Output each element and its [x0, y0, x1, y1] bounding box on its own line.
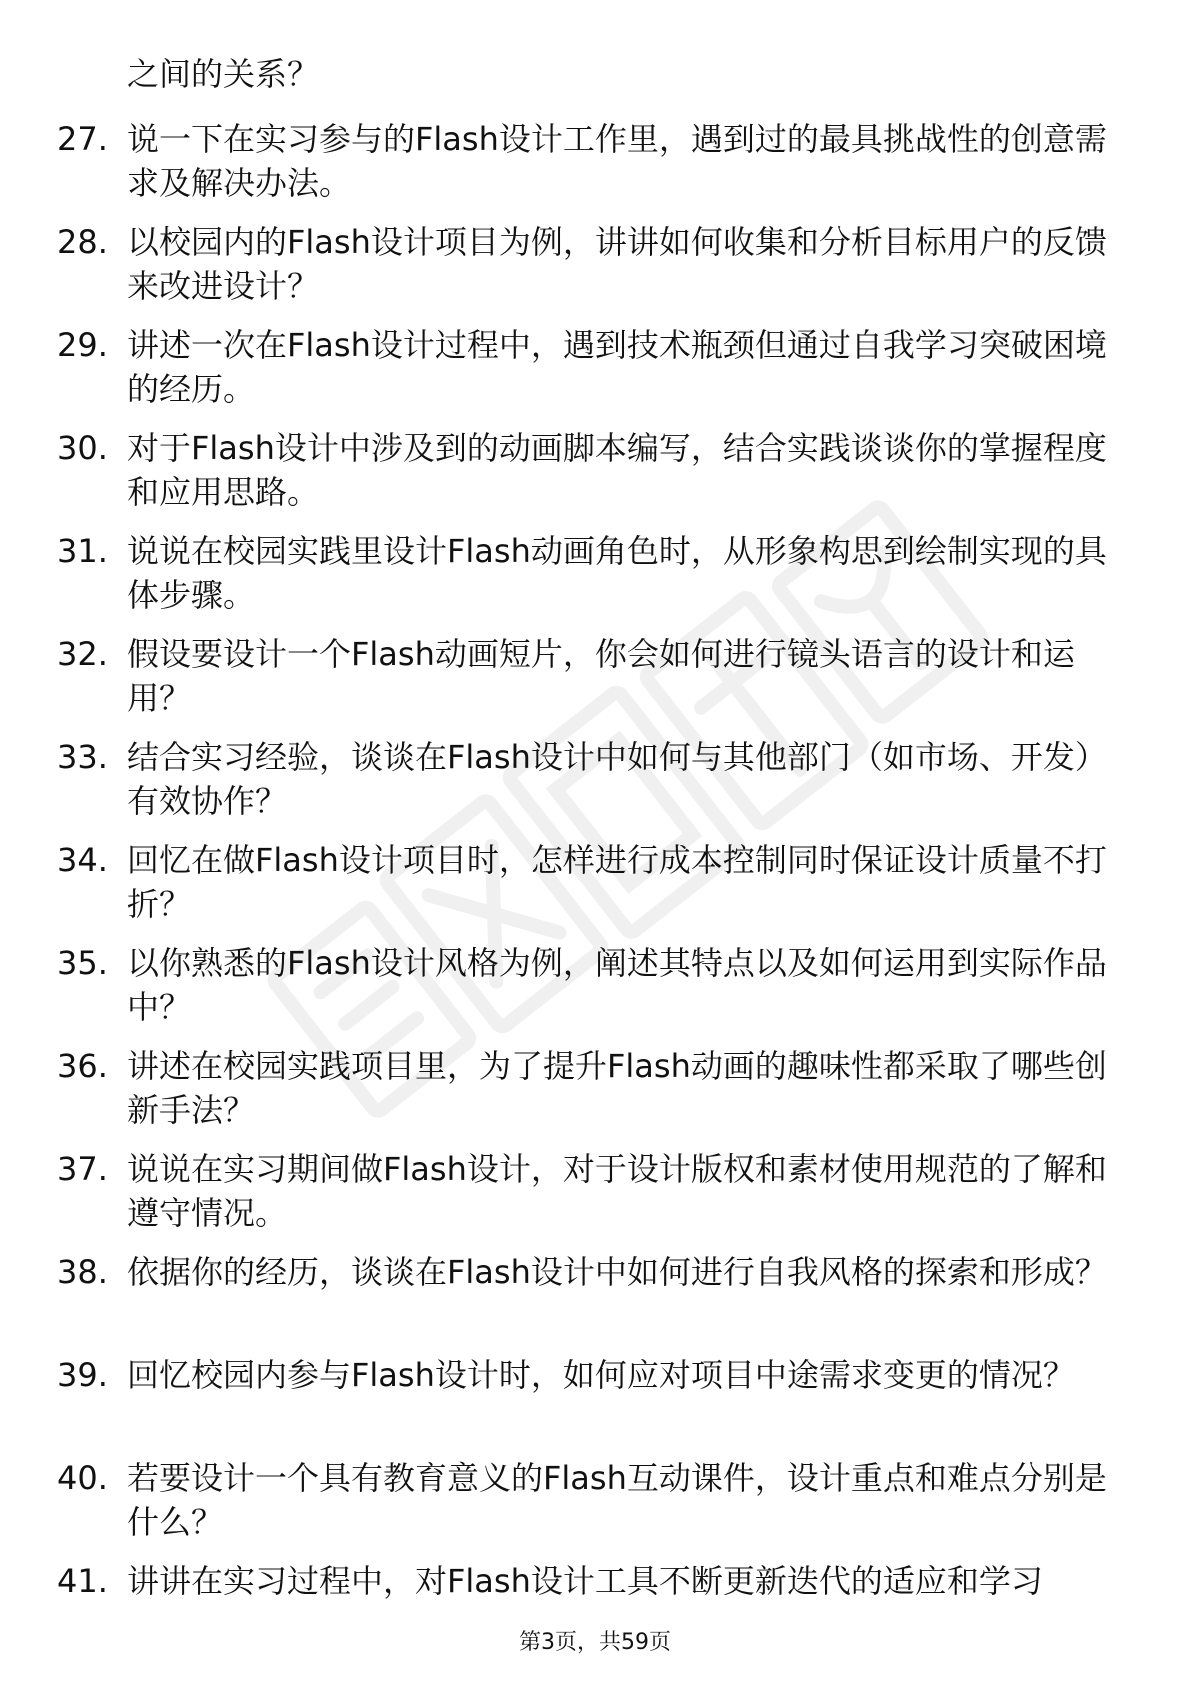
question-text: 若要设计一个具有教育意义的Flash互动课件，设计重点和难点分别是什么？ — [127, 1459, 1107, 1541]
question-item — [0, 931, 1190, 1034]
question-item — [0, 313, 1190, 416]
question-text: 讲述一次在Flash设计过程中，遇到技术瓶颈但通过自我学习突破困境的经历。 — [127, 326, 1107, 408]
question-number: 31. — [57, 532, 108, 570]
question-item — [0, 828, 1190, 931]
question-text: 以校园内的Flash设计项目为例，讲讲如何收集和分析目标用户的反馈来改进设计？ — [127, 223, 1107, 305]
question-item — [0, 210, 1190, 313]
question-text: 说说在校园实践里设计Flash动画角色时，从形象构思到绘制实现的具体步骤。 — [127, 532, 1107, 614]
question-text: 讲讲在实习过程中，对Flash设计工具不断更新迭代的适应和学习 — [127, 1562, 1043, 1600]
question-list — [0, 107, 1190, 1652]
question-text: 依据你的经历，谈谈在Flash设计中如何进行自我风格的探索和形成？ — [127, 1253, 1107, 1291]
question-number: 40. — [57, 1459, 108, 1497]
question-number: 41. — [57, 1562, 108, 1600]
question-item — [0, 519, 1190, 622]
question-text: 讲述在校园实践项目里，为了提升Flash动画的趣味性都采取了哪些创新手法？ — [127, 1047, 1107, 1129]
question-number: 38. — [57, 1253, 108, 1291]
question-text: 回忆校园内参与Flash设计时，如何应对项目中途需求变更的情况？ — [127, 1356, 1075, 1394]
question-item — [0, 622, 1190, 725]
question-item — [0, 1240, 1190, 1343]
question-item — [0, 1034, 1190, 1137]
question-number: 39. — [57, 1356, 108, 1394]
page-footer: 第3页，共59页 — [519, 1630, 671, 1655]
question-number: 29. — [57, 326, 108, 364]
question-number: 34. — [57, 841, 108, 879]
question-number: 30. — [57, 429, 108, 467]
question-number: 37. — [57, 1150, 108, 1188]
question-item — [0, 1137, 1190, 1240]
question-number: 28. — [57, 223, 108, 261]
question-number: 27. — [57, 120, 108, 158]
question-item — [0, 725, 1190, 828]
question-number: 32. — [57, 635, 108, 673]
question-text: 结合实习经验，谈谈在Flash设计中如何与其他部门（如市场、开发）有效协作？ — [127, 738, 1107, 820]
question-item — [0, 1446, 1190, 1549]
continued-question-text: 之间的关系？ — [127, 55, 320, 93]
question-item — [0, 107, 1190, 210]
question-text: 回忆在做Flash设计项目时，怎样进行成本控制同时保证设计质量不打折？ — [127, 841, 1107, 923]
question-text: 假设要设计一个Flash动画短片，你会如何进行镜头语言的设计和运用？ — [127, 635, 1075, 717]
question-text: 对于Flash设计中涉及到的动画脚本编写，结合实践谈谈你的掌握程度和应用思路。 — [127, 429, 1107, 511]
question-item — [0, 416, 1190, 519]
question-number: 36. — [57, 1047, 108, 1085]
question-text: 说说在实习期间做Flash设计，对于设计版权和素材使用规范的了解和遵守情况。 — [127, 1150, 1107, 1232]
question-text: 说一下在实习参与的Flash设计工作里，遇到过的最具挑战性的创意需求及解决办法。 — [127, 120, 1107, 202]
question-number: 33. — [57, 738, 108, 776]
question-number: 35. — [57, 944, 108, 982]
question-item — [0, 1343, 1190, 1446]
question-text: 以你熟悉的Flash设计风格为例，阐述其特点以及如何运用到实际作品中？ — [127, 944, 1107, 1026]
